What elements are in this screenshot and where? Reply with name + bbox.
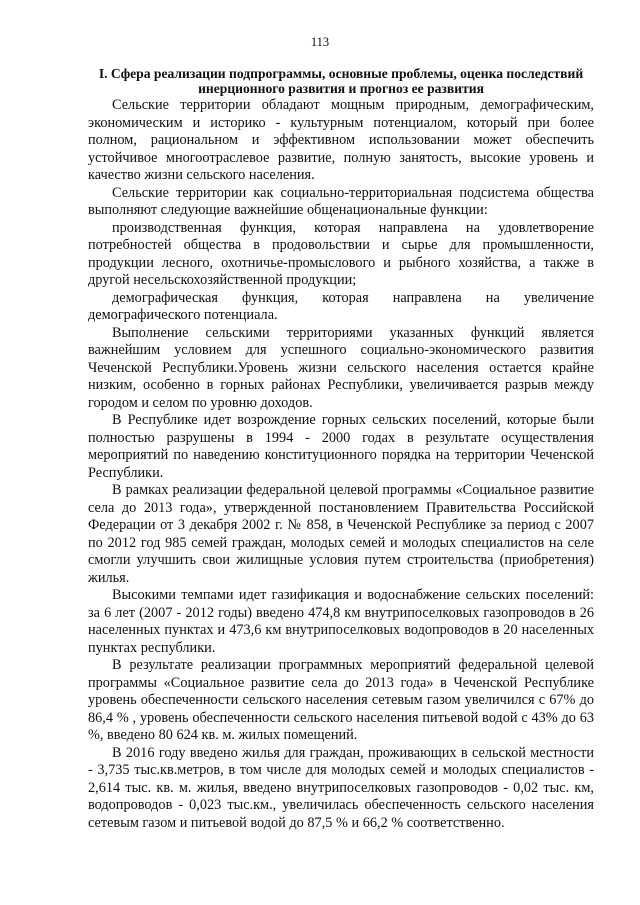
paragraph: Высокими темпами идет газификация и водоснабжение сельских поселений: за 6 лет (2007 - 2012 годы) введено 474,8 км внутрипоселковых газопроводов в 26 населенных пунктах и 473,6 км внутрипоселковых водопроводов в 20 населенных пунктах республики. [88,587,594,656]
page-number: 113 [310,35,330,49]
body-text [88,97,594,832]
paragraph: В 2016 году введено жилья для граждан, проживающих в сельской местности - 3,735 тыс.кв.метров, в том числе для молодых семей и молодых специалистов - 2,614 тыс. кв. м. жилья, введено внутрипоселковых газопроводов - 0,02 тыс. км, водопроводов - 0,023 тыс.км., увеличилась обеспеченность сельского населения сетевым газом и питьевой водой до 87,5 % и 66,2 % соответственно. [88,744,594,831]
section-heading: I. Сфера реализации подпрограммы, основные проблемы, оценка последствий инерционного развития и прогноз ее развития [98,66,584,96]
paragraph: В Республике идет возрождение горных сельских поселений, которые были полностью разрушены в 1994 - 2000 годах в результате осуществления мероприятий по наведению конституционного порядка на территории Чеченской Республики. [88,412,594,481]
list-item-paragraph: демографическая функция, которая направлена на увеличение демографического потенциала. [88,289,594,323]
list-item-paragraph: производственная функция, которая направлена на удовлетворение потребностей общества в продовольствии и сырье для промышленности, продукции лесного, охотничье-промыслового и рыбного хозяйства, а также в другой несельскохозяйственной продукции; [88,219,594,288]
paragraph: В результате реализации программных мероприятий федеральной целевой программы «Социальное развитие села до 2013 года» в Чеченской Республике уровень обеспеченности сельского населения сетевым газом увеличился с 67% до 86,4 % , уровень обеспеченности сельского населения питьевой водой с 43% до 63 %, введено 80 624 кв. м. жилых помещений. [88,657,594,743]
paragraph: Сельские территории как социально-территориальная подсистема общества выполняют следующие важнейшие общенациональные функции: [88,184,594,218]
paragraph: Выполнение сельскими территориями указанных функций является важнейшим условием для успешного социально-экономического развития Чеченской Республики.Уровень жизни сельского населения остается крайне низким, особенно в горных районах Республики, увеличивается разрыв между городом и селом по уровню доходов. [88,324,594,411]
paragraph: Сельские территории обладают мощным природным, демографическим, экономическим и историко - культурным потенциалом, который при более полном, рациональном и эффективном использовании может обеспечить устойчивое многоотраслевое развитие, полную занятость, высокие уровень и качество жизни сельского населения. [88,97,594,183]
paragraph: В рамках реализации федеральной целевой программы «Социальное развитие села до 2013 года», утвержденной постановлением Правительства Российской Федерации от 3 декабря 2002 г. № 858, в Чеченской Республике за период с 2007 по 2012 год 985 семей граждан, молодых семей и молодых специалистов на селе смогли улучшить свои жилищные условия путем строительства (приобретения) жилья. [88,482,594,586]
